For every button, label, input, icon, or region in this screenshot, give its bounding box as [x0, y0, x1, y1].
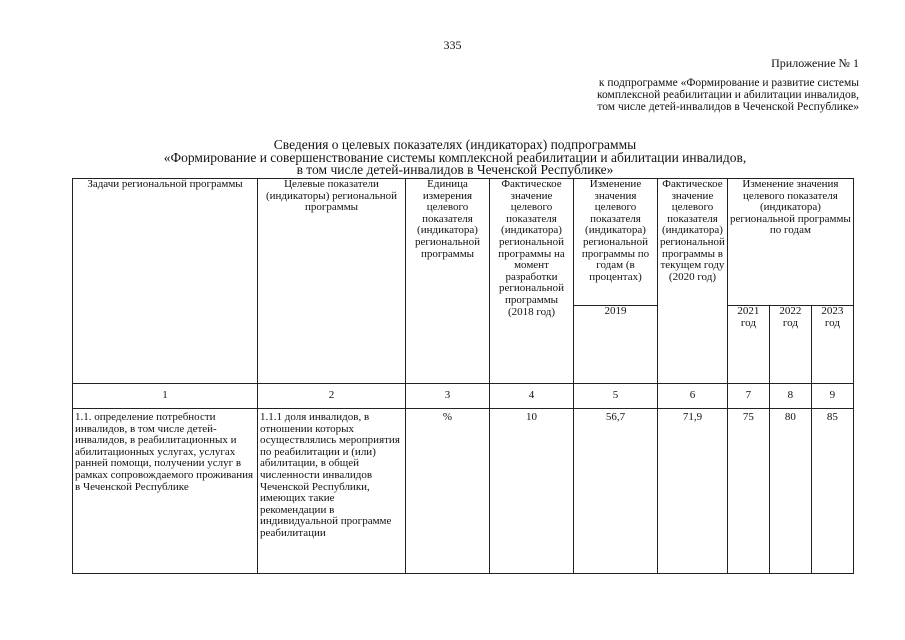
header-tasks: Задачи региональной программы [73, 179, 258, 384]
document-title-line: Сведения о целевых показателях (индикаторах) подпрограммы [273, 137, 637, 152]
appendix-subtitle-line: комплексной реабилитации и абилитации инвалидов, [597, 89, 859, 101]
header-indicators: Целевые показатели (индикаторы) региональной программы [258, 179, 406, 384]
page-number: 335 [443, 38, 462, 52]
header-unit: Единица измерения целевого показателя (индикатора) региональной программы [406, 179, 490, 384]
header-year-2023: 2023 год [811, 306, 853, 384]
header-year-2022: 2022 год [769, 306, 811, 384]
row-actual-2018: 10 [490, 409, 574, 574]
row-value-2021: 75 [727, 409, 769, 574]
header-change-percent: Изменение значения целевого показателя (индикатора) региональной программы по годам (в процентах) [574, 179, 658, 306]
document-title-line: «Формирование и совершенствование системы комплексной реабилитации и абилитации инвалидов, [163, 149, 747, 165]
column-number: 9 [811, 384, 853, 409]
header-actual-2020: Фактическое значение целевого показателя (индикатора) региональной программы в текущем году (2020 год) [658, 179, 728, 384]
row-value-2022: 80 [769, 409, 811, 574]
appendix-label: Приложение № 1 [771, 56, 859, 70]
column-number: 7 [727, 384, 769, 409]
document-title [120, 139, 790, 177]
appendix-subtitle-line: том числе детей-инвалидов в Чеченской Республике» [597, 101, 859, 113]
column-number: 6 [658, 384, 728, 409]
row-indicator: 1.1.1 доля инвалидов, в отношении которых осуществлялись мероприятия по реабилитации и (или) абилитации, в общей численности инвалидов Чеченской Республики, имеющих такие рекомендации в индивидуальной программе реабилитации [258, 409, 406, 574]
column-number: 3 [406, 384, 490, 409]
row-change-2019: 56,7 [574, 409, 658, 574]
header-year-2021: 2021 год [727, 306, 769, 384]
header-change-by-years: Изменение значения целевого показателя (индикатора) региональной программы по годам [727, 179, 853, 306]
row-unit: % [406, 409, 490, 574]
column-number: 5 [574, 384, 658, 409]
row-value-2023: 85 [811, 409, 853, 574]
column-numbers-row [73, 384, 854, 409]
indicators-table [72, 178, 854, 574]
table-row [73, 409, 854, 574]
header-year-2019: 2019 [574, 306, 658, 384]
appendix-subtitle-line: к подпрограмме «Формирование и развитие системы [598, 77, 859, 89]
column-number: 1 [73, 384, 258, 409]
document-title-line: в том числе детей-инвалидов в Чеченской Республике» [296, 162, 614, 177]
column-number: 8 [769, 384, 811, 409]
appendix-subtitle [597, 77, 859, 113]
column-number: 4 [490, 384, 574, 409]
row-task: 1.1. определение потребности инвалидов, в том числе детей-инвалидов, в реабилитационных и абилитационных услугах, услугах ранней помощи, получении услуг в рамках сопровождаемого проживания в Чеченской Республике [73, 409, 258, 574]
header-actual-2018: Фактическое значение целевого показателя (индикатора) региональной программы на момент разработки региональной программы (2018 год) [490, 179, 574, 384]
row-actual-2020: 71,9 [658, 409, 728, 574]
column-number: 2 [258, 384, 406, 409]
